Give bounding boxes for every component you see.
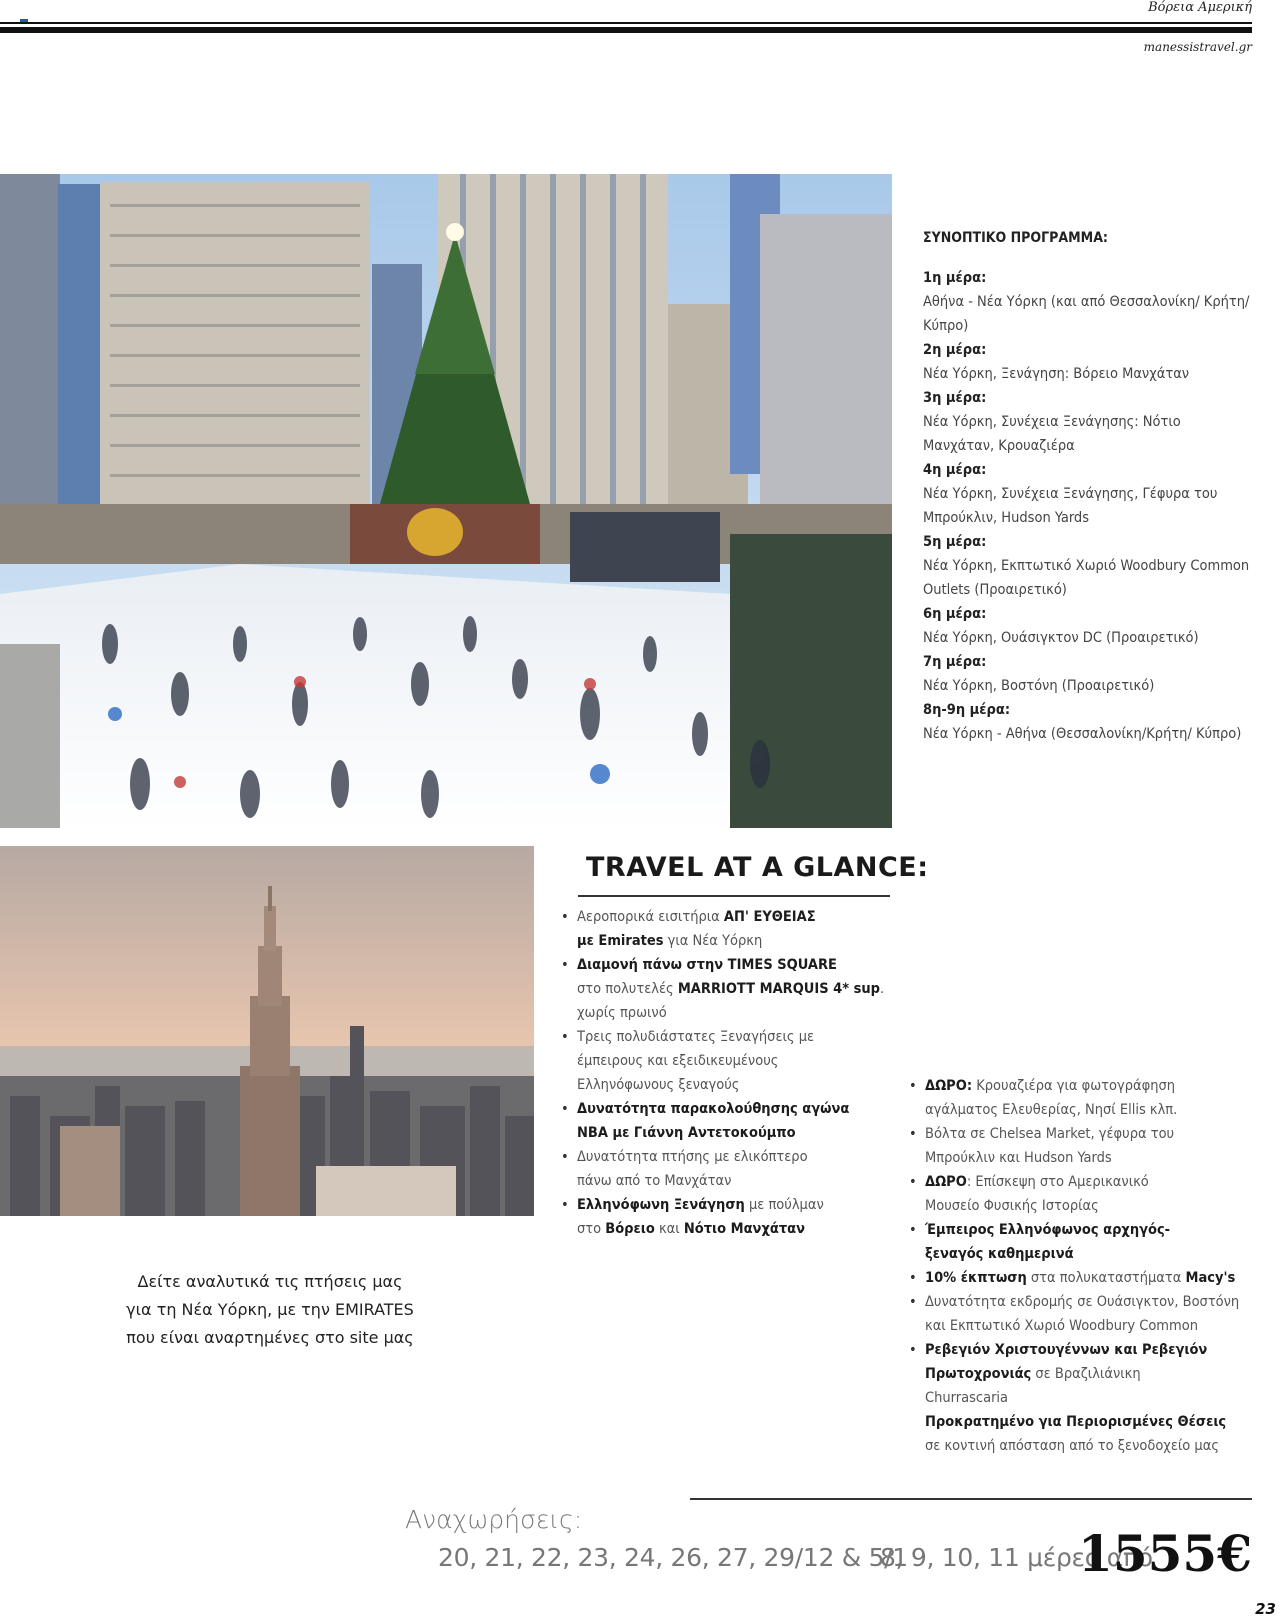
list-item: • Αεροπορικά εισιτήρια ΑΠ' ΕΥΘΕΙΑΣ με Emirates για Νέα Υόρκη [561,905,901,953]
list-item: • Δυνατότητα εκδρομής σε Ουάσιγκτον, Βοστόνη και Εκπτωτικό Χωριό Woodbury Common [909,1290,1259,1338]
programme-day: 1η μέρα: Αθήνα - Νέα Υόρκη (και από Θεσσαλονίκη/ Κρήτη/Κύπρο) [923,270,1250,334]
glance-title: TRAVEL AT A GLANCE: [586,852,929,883]
site-url[interactable]: manessistravel.gr [1143,40,1252,54]
header-rule-thin [0,22,1252,24]
list-item: • Ρεβεγιόν Χριστουγέννων και Ρεβεγιόν Πρωτοχρονιάς σε Βραζιλιάνικη Churrascaria Προκρατημένο για Περιορισμένες Θέσεις σε κοντινή απόσταση από το ξενοδοχείο μας [909,1338,1259,1458]
section-title: Βόρεια Αμερική [1148,0,1252,15]
departure-dates: 20, 21, 22, 23, 24, 26, 27, 29/12 & 5/1 [438,1543,908,1572]
programme-day: 4η μέρα: Νέα Υόρκη, Συνέχεια Ξενάγησης, Γέφυρα του Μπρούκλιν, Hudson Yards [923,462,1218,526]
new-york-skyline-photo [0,846,534,1216]
header-rule-thick [0,27,1252,33]
rockefeller-rink-photo [0,174,892,828]
list-item: • Βόλτα σε Chelsea Market, γέφυρα του Μπρούκλιν και Hudson Yards [909,1122,1259,1170]
departures-label: Αναχωρήσεις: [405,1505,583,1534]
page-number: 23 [1255,1600,1276,1618]
glance-list-left [561,905,901,1241]
list-item: • Τρεις πολυδιάστατες Ξεναγήσεις με έμπειρους και εξειδικευμένους Ελληνόφωνους ξεναγούς [561,1025,901,1097]
programme-day: 5η μέρα: Νέα Υόρκη, Εκπτωτικό Χωριό Woodbury Common Outlets (Προαιρετικό) [923,534,1250,598]
list-item: • 10% έκπτωση στα πολυκαταστήματα Macy's [909,1266,1259,1290]
list-item: • Έμπειρος Ελληνόφωνος αρχηγός- ξεναγός καθημερινά [909,1218,1259,1266]
list-item: • ΔΩΡΟ: Κρουαζιέρα για φωτογράφηση αγάλματος Ελευθερίας, Νησί Ellis κλπ. [909,1074,1259,1122]
trip-duration: 8, 9, 10, 11 μέρες από [880,1543,1153,1572]
programme-heading: ΣΥΝΟΠΤΙΚΟ ΠΡΟΓΡΑΜΜΑ: [923,230,1108,246]
price: 1555€ [1078,1524,1252,1583]
list-item: • Δυνατότητα πτήσης με ελικόπτερο πάνω από το Μανχάταν [561,1145,901,1193]
footer-rule [690,1498,1252,1500]
summary-programme [923,226,1253,746]
list-item: • Δυνατότητα παρακολούθησης αγώνα NBA με Γιάννη Αντετοκούμπο [561,1097,901,1145]
programme-day: 2η μέρα: Νέα Υόρκη, Ξενάγηση: Βόρειο Μανχάταν [923,342,1190,382]
programme-day: 3η μέρα: Νέα Υόρκη, Συνέχεια Ξενάγησης: Νότιο Μανχάταν, Κρουαζιέρα [923,390,1181,454]
glance-title-rule [578,895,890,897]
programme-day: 7η μέρα: Νέα Υόρκη, Βοστόνη (Προαιρετικό) [923,654,1155,694]
programme-day: 6η μέρα: Νέα Υόρκη, Ουάσιγκτον DC (Προαιρετικό) [923,606,1199,646]
glance-list-right [909,1074,1259,1458]
list-item: • ΔΩΡΟ: Επίσκεψη στο Αμερικανικό Μουσείο Φυσικής Ιστορίας [909,1170,1259,1218]
flights-caption: Δείτε αναλυτικά τις πτήσεις μας για τη Νέα Υόρκη, με την EMIRATES που είναι αναρτημένες στο site μας [126,1272,414,1347]
list-item: • Ελληνόφωνη Ξενάγηση με πούλμαν στο Βόρειο και Νότιο Μανχάταν [561,1193,901,1241]
list-item: • Διαμονή πάνω στην TIMES SQUARE στο πολυτελές MARRIOTT MARQUIS 4* sup. χωρίς πρωινό [561,953,901,1025]
programme-day: 8η-9η μέρα: Νέα Υόρκη - Αθήνα (Θεσσαλονίκη/Κρήτη/ Κύπρο) [923,702,1242,742]
